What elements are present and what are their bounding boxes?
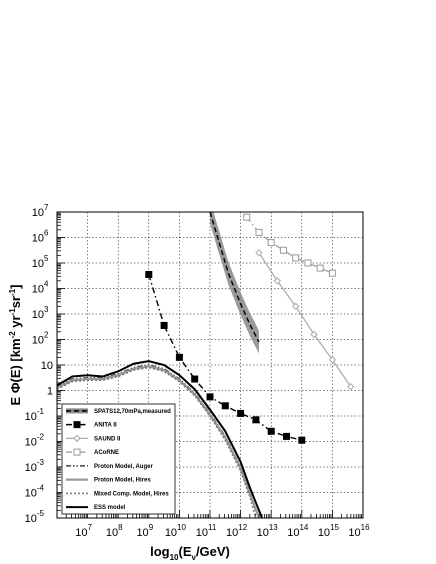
- legend-label: ACoRNE: [94, 450, 119, 457]
- legend-label: Proton Model, Auger: [94, 463, 153, 470]
- y-tick-label: $10^6$: [31, 228, 49, 245]
- y-tick-label: $10^3$: [31, 305, 49, 321]
- y-tick-label: $10^{-4}$: [24, 483, 44, 500]
- x-tick-label: $10^{12}$: [226, 523, 248, 539]
- y-tick-label: $10^{-1}$: [24, 407, 44, 423]
- series-1-point: [268, 428, 275, 435]
- legend-marker: [74, 421, 81, 428]
- y-tick-label: $10^{-5}$: [24, 509, 44, 525]
- series-3-point: [244, 214, 250, 220]
- legend-label: ESS model: [94, 505, 126, 512]
- legend: [62, 404, 175, 514]
- y-tick-label: $10^5$: [31, 254, 49, 270]
- x-tick-label: $10^8$: [105, 523, 123, 539]
- x-tick-label: $10^{11}$: [195, 523, 217, 539]
- series-3-point: [268, 240, 274, 246]
- y-tick-label: $10^4$: [31, 279, 49, 296]
- series-1-point: [207, 393, 214, 400]
- legend-label: SAUND II: [94, 436, 121, 443]
- series-1-point: [237, 410, 244, 417]
- y-tick-label: $10^{-3}$: [24, 458, 44, 474]
- legend-label: SPATS12,70mPa,measured: [94, 408, 171, 415]
- y-tick-label: $10^{-2}$: [24, 432, 44, 449]
- series-1-point: [252, 416, 259, 423]
- x-tick-label: $10^9$: [136, 523, 154, 539]
- series-1-point: [145, 271, 152, 278]
- y-tick-label: 10: [40, 360, 53, 372]
- y-tick-label: 1: [46, 385, 53, 398]
- x-tick-label: $10^{14}$: [287, 523, 309, 539]
- series-1-point: [161, 322, 168, 329]
- legend-marker: [74, 449, 80, 455]
- y-tick-label: $10^2$: [31, 330, 49, 347]
- x-tick-label: $10^{15}$: [317, 523, 339, 539]
- series-1-point: [191, 376, 198, 383]
- legend-box: [62, 404, 175, 514]
- y-axis-label: E Φ(E) [$km^{-2}$ $yr^{-1}sr^{-1}$]: [8, 284, 23, 406]
- series-3-point: [293, 255, 299, 261]
- series-3-point: [256, 229, 262, 235]
- x-tick-label: $10^{10}$: [164, 523, 186, 539]
- series-3-point: [317, 265, 323, 271]
- series-3-point: [280, 247, 286, 253]
- y-tick-label: $10^7$: [31, 203, 49, 219]
- x-tick-label: $10^{13}$: [256, 523, 278, 539]
- series-1-point: [298, 437, 305, 444]
- legend-label: ANITA II: [94, 422, 117, 429]
- series-3-point: [329, 270, 335, 276]
- legend-label: Mixed Comp. Model, Hires: [94, 491, 169, 498]
- x-tick-label: $10^7$: [75, 523, 92, 539]
- x-tick-label: $10^{16}$: [348, 523, 370, 539]
- series-3-point: [305, 260, 311, 266]
- series-1-point: [283, 433, 290, 440]
- series-1-point: [176, 354, 183, 361]
- x-axis-label: $\log_{10}(E_\nu/GeV)$: [150, 544, 230, 562]
- series-1-point: [222, 402, 229, 409]
- legend-label: Proton Model, Hires: [94, 477, 151, 484]
